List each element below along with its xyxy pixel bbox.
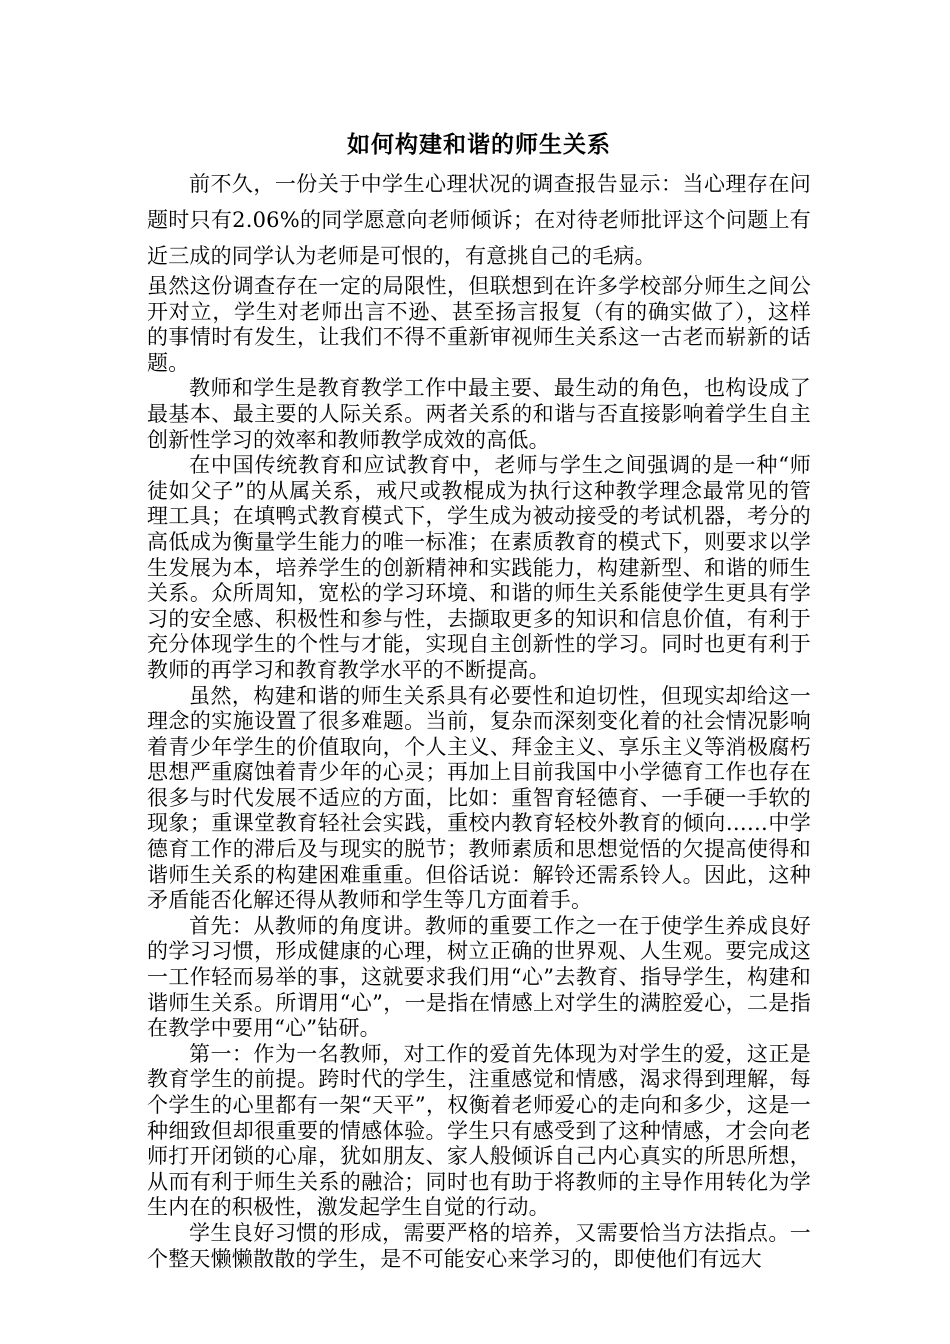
paragraph-5: 首先：从教师的角度讲。教师的重要工作之一在于使学生养成良好的学习习惯，形成健康的心理，树立正确的世界观、人生观。要完成这一工作轻而易举的事，这就要求我们用“心”去教育、指导学生，构建和谐师生关系。所谓用“心”，一是指在情感上对学生的满腔爱心，二是指在教学中要用“心”钻研。	[147, 913, 811, 1041]
paragraph-4: 虽然，构建和谐的师生关系具有必要性和迫切性，但现实却给这一理念的实施设置了很多难题。当前，复杂而深刻变化着的社会情况影响着青少年学生的价值取向，个人主义、拜金主义、享乐主义等消极腐朽思想严重腐蚀着青少年的心灵；再加上目前我国中小学德育工作也存在很多与时代发展不适应的方面，比如：重智育轻德育、一手硬一手软的现象；重课堂教育轻社会实践，重校内教育轻校外教育的倾向……中学德育工作的滞后及与现实的脱节；教师素质和思想觉悟的欠提高使得和谐师生关系的构建困难重重。但俗话说：解铃还需系铃人。因此，这种矛盾能否化解还得从教师和学生等几方面着手。	[147, 683, 811, 913]
paragraph-3: 在中国传统教育和应试教育中，老师与学生之间强调的是一种“师徒如父子”的从属关系，戒尺或教棍成为执行这种教学理念最常见的管理工具；在填鸭式教育模式下，学生成为被动接受的考试机器，考分的高低成为衡量学生能力的唯一标准；在素质教育的模式下，则要求以学生发展为本，培养学生的创新精神和实践能力，构建新型、和谐的师生关系。众所周知，宽松的学习环境、和谐的师生关系能使学生更具有学习的安全感、积极性和参与性，去撷取更多的知识和信息价值，有利于充分体现学生的个性与才能，实现自主创新性的学习。同时也更有利于教师的再学习和教育教学水平的不断提高。	[147, 453, 811, 682]
paragraph-2: 教师和学生是教育教学工作中最主要、最生动的角色，也构设成了最基本、最主要的人际关系。两者关系的和谐与否直接影响着学生自主创新性学习的效率和教师教学成效的高低。	[147, 376, 811, 452]
document-page	[147, 130, 811, 1272]
paragraph-6: 第一：作为一名教师，对工作的爱首先体现为对学生的爱，这正是教育学生的前提。跨时代的学生，注重感觉和情感，渴求得到理解，每个学生的心里都有一架“天平”，权衡着老师爱心的走向和多少，这是一种细致但却很重要的情感体验。学生只有感受到了这种情感，才会向老师打开闭锁的心扉，犹如朋友、家人般倾诉自己内心真实的所思所想，从而有利于师生关系的融洽；同时也有助于将教师的主导作用转化为学生内在的积极性，激发起学生自觉的行动。	[147, 1041, 811, 1220]
paragraph-intro-continued: 虽然这份调查存在一定的局限性，但联想到在许多学校部分师生之间公开对立，学生对老师出言不逊、甚至扬言报复（有的确实做了），这样的事情时有发生，让我们不得不重新审视师生关系这一古老而崭新的话题。	[147, 274, 811, 375]
document-title: 如何构建和谐的师生关系	[347, 132, 611, 158]
paragraph-intro: 前不久，一份关于中学生心理状况的调查报告显示：当心理存在问题时只有2.06%的同学愿意向老师倾诉；在对待老师批评这个问题上有近三成的同学认为老师是可恨的，有意挑自己的毛病。	[147, 172, 811, 268]
paragraph-7: 学生良好习惯的形成，需要严格的培养，又需要恰当方法指点。一个整天懒懒散散的学生，是不可能安心来学习的，即使他们有远大	[147, 1220, 811, 1271]
